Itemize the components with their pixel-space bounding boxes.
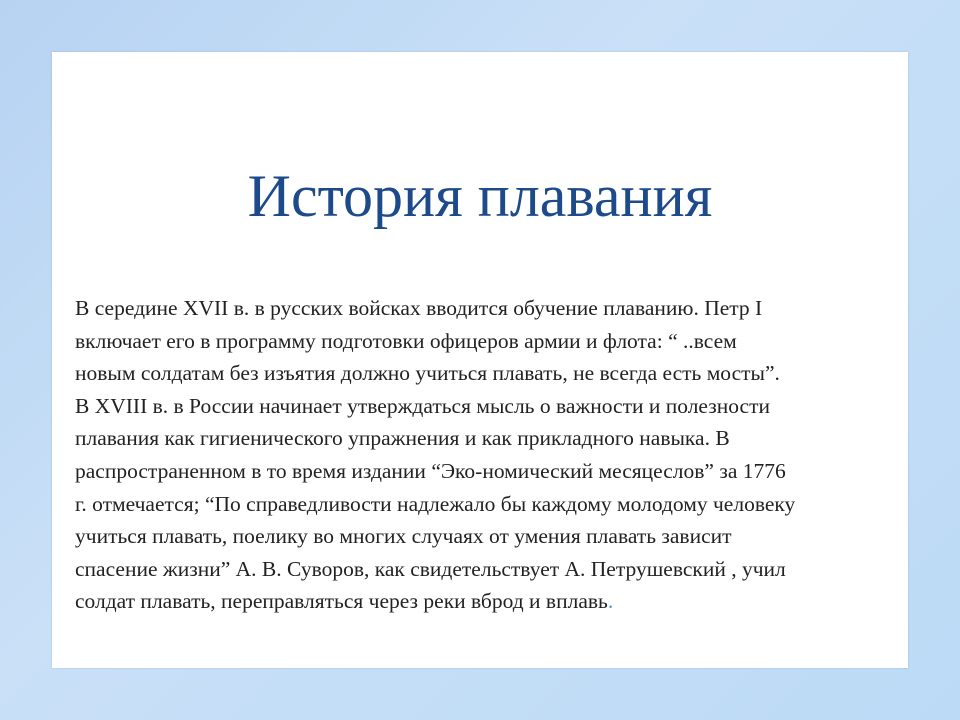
body-line: В середине XVII в. в русских войсках вводится обучение плаванию. Петр I <box>75 296 763 320</box>
body-line: новым солдатам без изъятия должно учиться плавать, не всегда есть мосты”. <box>75 361 780 386</box>
body-line: распространенном в то время издании “Эко-номический месяцеслов” за 1776 <box>75 458 786 483</box>
body-line: включает его в программу подготовки офицеров армии и флота: “ ..всем <box>75 328 737 353</box>
body-line: плавания как гигиенического упражнения и как прикладного навыка. В <box>75 426 730 451</box>
body-line-text: солдат плавать, переправляться через реки вброд и вплавь <box>75 589 608 614</box>
body-line: учиться плавать, поелику во многих случаях от умения плавать зависит <box>75 524 732 549</box>
slide-body <box>75 292 895 618</box>
body-line: спасение жизни” А. В. Суворов, как свидетельствует А. Петрушевский , учил <box>75 556 786 581</box>
slide-title: История плавания <box>247 163 713 229</box>
body-line: г. отмечается; “По справедливости надлежало бы каждому молодому человеку <box>75 491 796 516</box>
body-line: В XVIII в. в России начинает утверждаться мысль о важности и полезности <box>75 393 770 418</box>
body-line-last <box>75 585 895 618</box>
accent-period: . <box>607 589 614 614</box>
